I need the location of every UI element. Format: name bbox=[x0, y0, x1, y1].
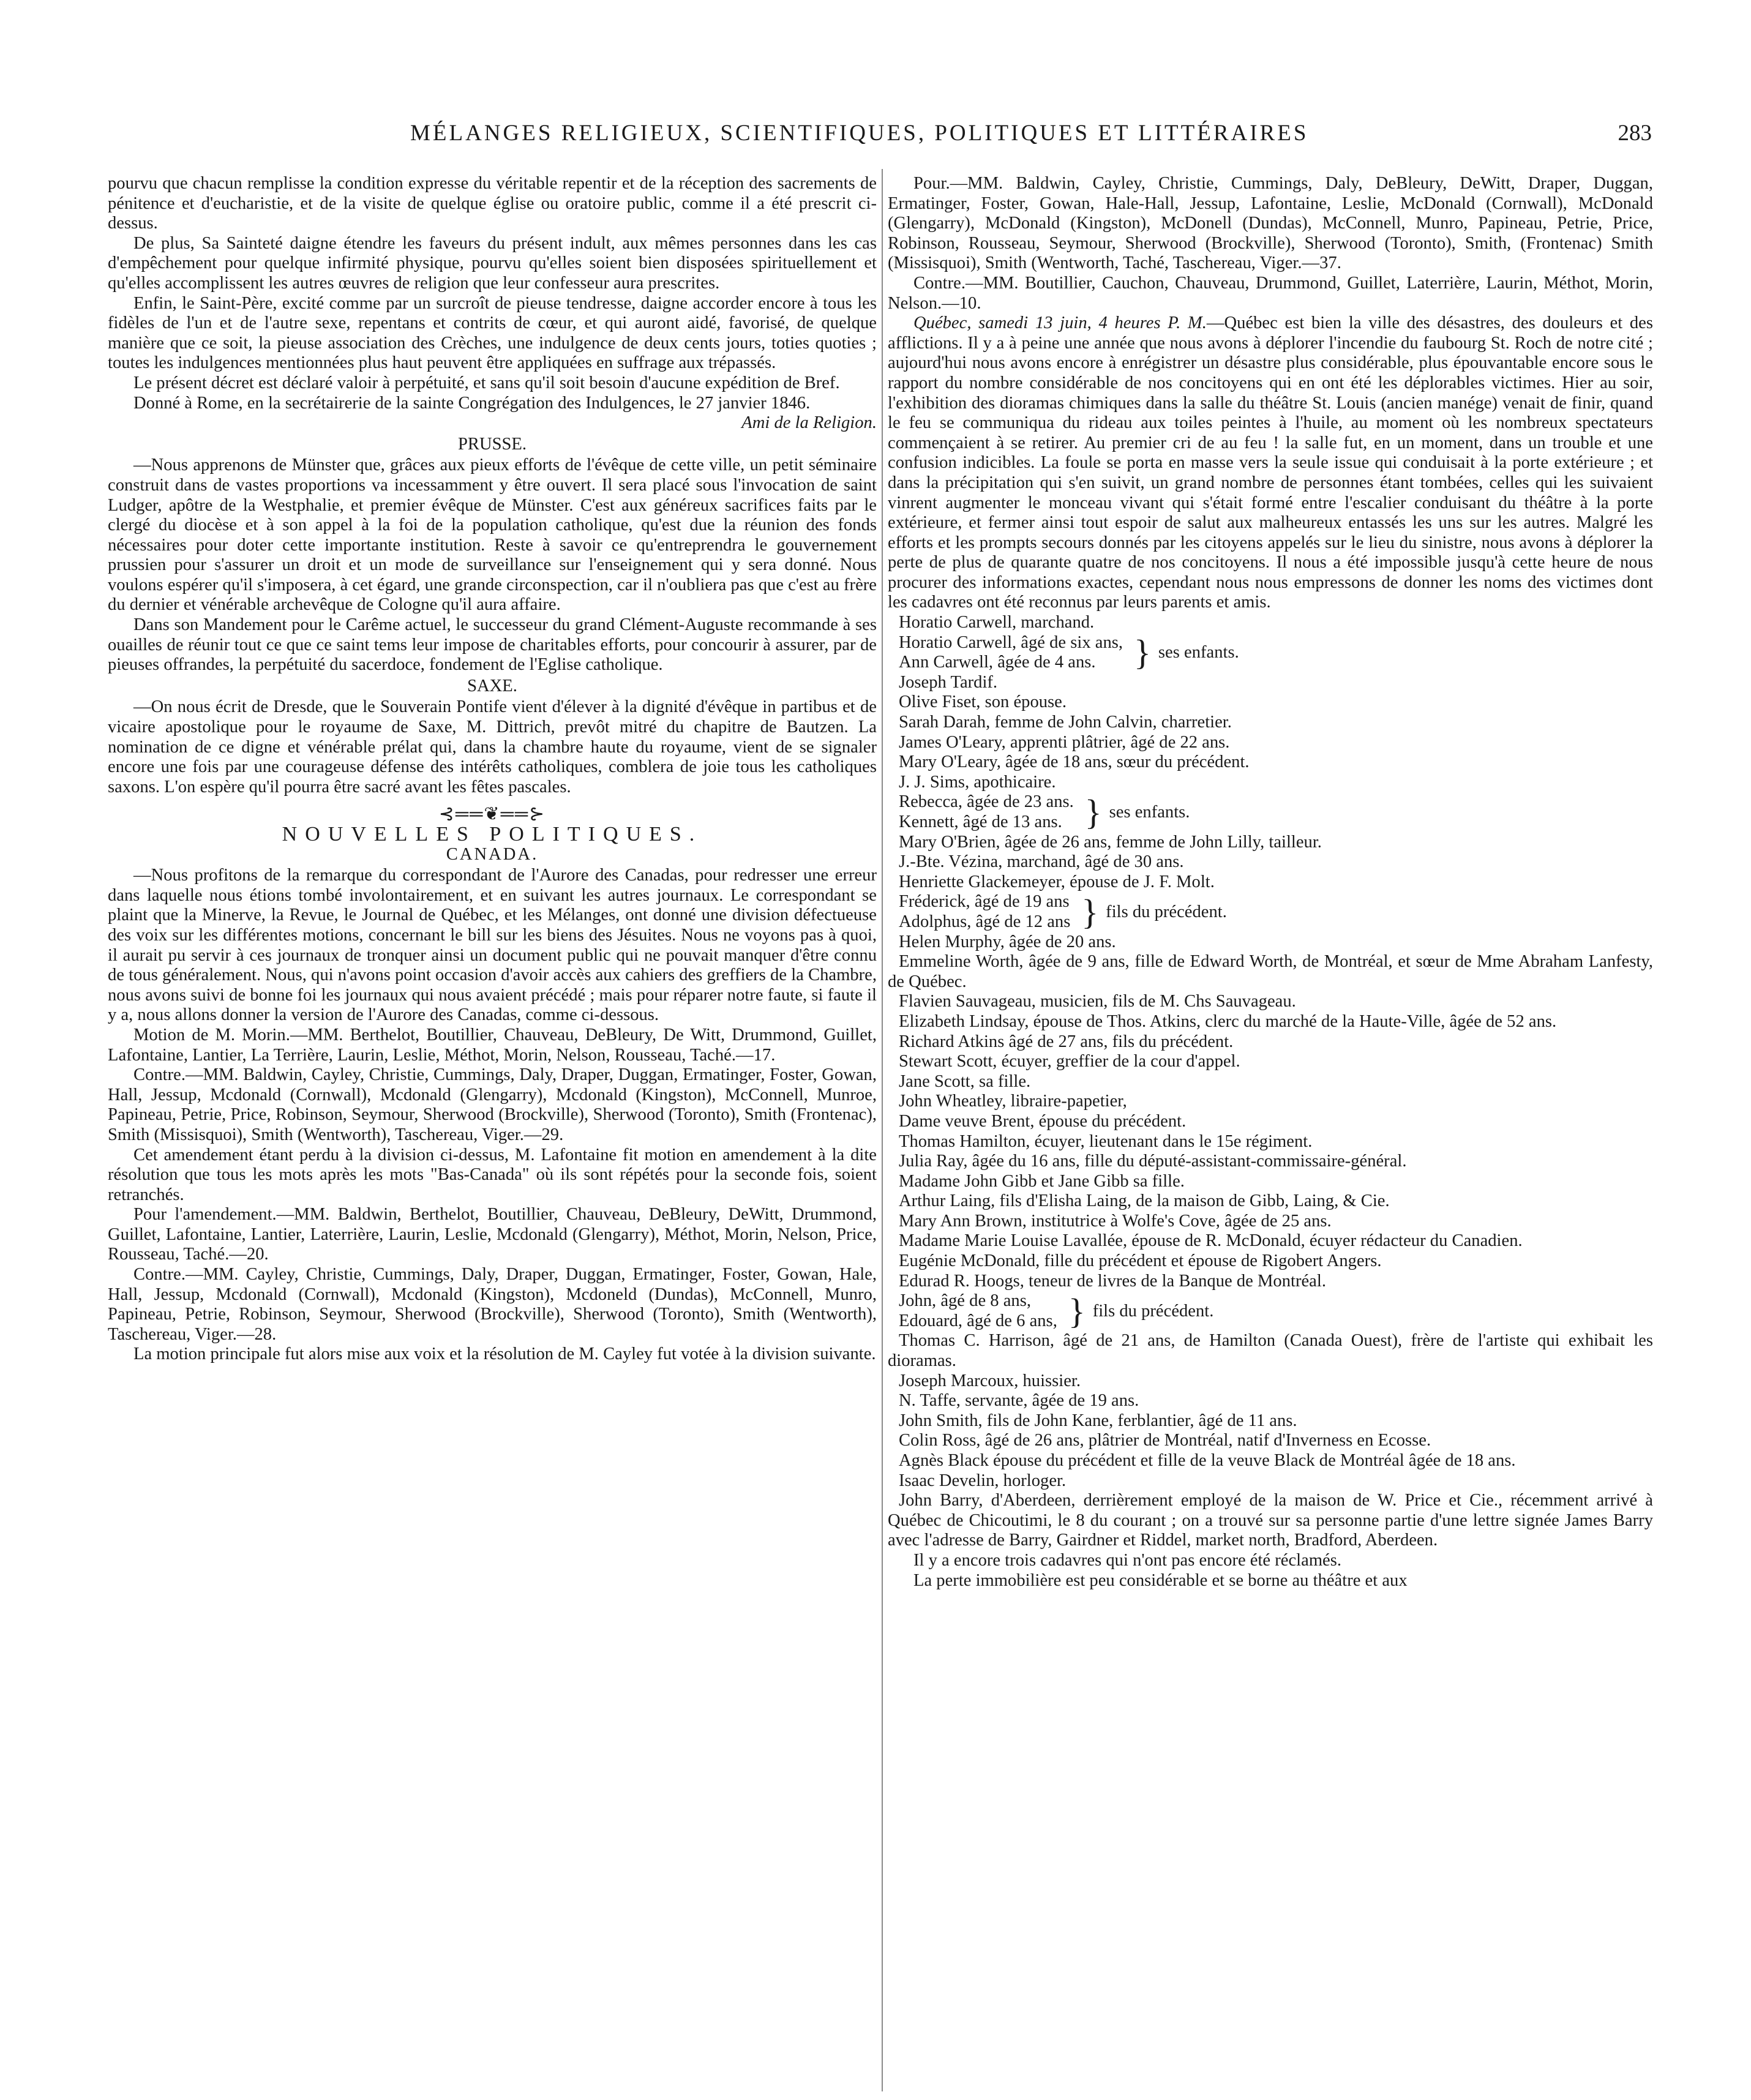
lafontaine-amendment: Cet amendement étant perdu à la division ci-dessus, M. Lafontaine fit motion en amendement à la dite résolution que tous les mots après les mots "Bas-Canada" où ils sont répétés pour la seconde fois, soient retranchés. bbox=[108, 1145, 877, 1204]
group-label: fils du précédent. bbox=[1092, 1301, 1214, 1321]
pour-vote-list: Pour.—MM. Baldwin, Cayley, Christie, Cummings, Daly, DeBleury, DeWitt, Draper, Duggan, Ermatinger, Foster, Gowan, Hale-Hall, Jessup, Lafontaine, Leslie, McDonald (Cornwall), McDonald (Glengarry), McDonald (Kingston), McDonell (Dundas), McConnell, Munro, Papineau, Petrie, Price, Robinson, Rousseau, Seymour, Sherwood (Brockville), Sherwood (Toronto), Smith, (Frontenac) Smith (Missisquoi), Smith (Wentworth, Taché, Taschereau, Viger.—37. bbox=[888, 174, 1653, 273]
brace-icon: } bbox=[1084, 792, 1102, 832]
brace-icon: } bbox=[1081, 891, 1099, 932]
main-motion-paragraph: La motion principale fut alors mise aux voix et la résolution de M. Cayley fut votée à la division suivante. bbox=[133, 1344, 876, 1364]
victim-entry: Edurad R. Hoogs, teneur de livres de la Banque de Montréal. bbox=[899, 1271, 1326, 1291]
indult-paragraph: De plus, Sa Sainteté daigne étendre les faveurs du présent indult, aux mêmes personnes dans les cas d'empêchement pour quelque infirmité physique, pourvu qu'elles soient bien disposées spirituellement et qu'elles accomplissent les autres œuvres de religion que leur confesseur aura prescrites. bbox=[108, 233, 877, 293]
brace-icon: } bbox=[1068, 1291, 1085, 1331]
running-head bbox=[92, 120, 1659, 157]
victim-entry: J.-Bte. Vézina, marchand, âgé de 30 ans. bbox=[899, 852, 1184, 872]
victim-entry: Isaac Develin, horloger. bbox=[899, 1471, 1067, 1490]
page-number: 283 bbox=[1618, 121, 1652, 146]
source-line bbox=[108, 413, 877, 433]
column-rule bbox=[882, 169, 883, 2091]
quebec-dateline: Québec, samedi 13 juin, 4 heures P. M. bbox=[913, 313, 1207, 333]
victim-entry: Thomas C. Harrison, âgé de 21 ans, de Hamilton (Canada Ouest), frère de l'artiste qui exhibait les dioramas. bbox=[888, 1331, 1653, 1371]
victim-entry: Joseph Tardif. bbox=[899, 672, 998, 692]
victim-entry: Arthur Laing, fils d'Elisha Laing, de la maison de Gibb, Laing, & Cie. bbox=[899, 1191, 1390, 1211]
quebec-fire-article bbox=[888, 313, 1653, 613]
victim-entry: Colin Ross, âgé de 26 ans, plâtrier de Montréal, natif d'Inverness en Ecosse. bbox=[899, 1431, 1431, 1450]
victim-entry: John Barry, d'Aberdeen, derrièrement employé de la maison de W. Price et Cie., récemment arrivé à Québec de Chicoutimi, le 8 du courant ; on a trouvé sur sa personne partie d'une lettre signée James Barry avec l'adresse de Barry, Gairdner et Riddel, market north, Bradford, Aberdeen. bbox=[888, 1491, 1653, 1550]
group-label: fils du précédent. bbox=[1106, 902, 1227, 921]
victim-entry: Mary Ann Brown, institutrice à Wolfe's Cove, âgée de 25 ans. bbox=[899, 1211, 1332, 1231]
section-prusse: PRUSSE. bbox=[457, 434, 527, 454]
mandement-article: Dans son Mandement pour le Carême actuel, le successeur du grand Clément-Auguste recommande à ses ouailles de réunir tout ce que ce saint tems leur impose de charitables efforts, pour concourir à assurer, par de pieuses offrandes, la perpétuité du sacerdoce, fondement de l'Eglise catholique. bbox=[108, 615, 877, 675]
victim-entry: Mary O'Brien, âgée de 26 ans, femme de John Lilly, tailleur. bbox=[899, 832, 1322, 852]
victim-entry: Fréderick, âgé de 19 ans bbox=[899, 892, 1070, 912]
victim-entry: Kennett, âgé de 13 ans. bbox=[899, 812, 1062, 831]
victim-entry: Horatio Carwell, âgé de six ans, bbox=[899, 632, 1123, 652]
victim-entry: Madame Marie Louise Lavallée, épouse de R. McDonald, écuyer rédacteur du Canadien. bbox=[899, 1231, 1523, 1251]
victim-entry: N. Taffe, servante, âgée de 19 ans. bbox=[899, 1391, 1139, 1411]
creches-paragraph: Enfin, le Saint-Père, excité comme par un surcroît de pieuse tendresse, daigne accorder encore à tous les fidèles de l'un et de l'autre sexe, repentans et contrits de cœur, et qui auront aidé, favorisé, de quelque manière que ce soit, la pieuse association des Crèches, une indulgence de deux cents jours, toties quoties ; toutes les indulgences mentionnées plus haut peuvent être appliquées en suffrage aux trépassés. bbox=[108, 293, 877, 373]
morin-motion-vote: Motion de M. Morin.—MM. Berthelot, Boutillier, Chauveau, DeBleury, De Witt, Drummond, Guillet, Lafontaine, Lantier, La Terrière, Laurin, Leslie, Méthot, Morin, Nelson, Rousseau, Taché.—17. bbox=[108, 1025, 877, 1065]
unclaimed-bodies-paragraph: Il y a encore trois cadavres qui n'ont pas encore été réclamés. bbox=[913, 1550, 1342, 1570]
victim-entry: Flavien Sauvageau, musicien, fils de M. Chs Sauvageau. bbox=[899, 992, 1296, 1011]
section-nouvelles-politiques: NOUVELLES POLITIQUES. bbox=[282, 823, 703, 846]
victim-entry: J. J. Sims, apothicaire. bbox=[899, 772, 1056, 792]
victim-entry: Jane Scott, sa fille. bbox=[899, 1071, 1031, 1091]
contre-vote-1: Contre.—MM. Baldwin, Cayley, Christie, Cummings, Daly, Draper, Duggan, Ermatinger, Foster, Gowan, Hall, Jessup, Mcdonald (Cornwall), Mcdonald (Glengarry), Mcdonald (Kingston), McConnell, Munroe, Papineau, Petrie, Price, Robinson, Seymour, Sherwood (Brockville), Sherwood (Toronto), Smith (Frontenac), Smith (Missisquoi), Smith (Wentworth), Taschereau, Viger.—29. bbox=[108, 1065, 877, 1144]
victim-entry: Elizabeth Lindsay, épouse de Thos. Atkins, clerc du marché de la Haute-Ville, âgée de 52 ans. bbox=[899, 1011, 1557, 1031]
dresde-article: —On nous écrit de Dresde, que le Souverain Pontife vient d'élever à la dignité d'évêque in partibus et de vicaire apostolique pour le royaume de Saxe, M. Dittrich, prevôt mitré du chapitre de Bautzen. La nomination de ce digne et vénérable prélat qui, dans la chambre haute du royaume, vient de se signaler encore une fois par une courageuse défense des intérêts catholiques, comblera de joie tous les catholiques saxons. L'on espère qu'il pourra être sacré avant les fêtes pascales. bbox=[108, 697, 877, 797]
victim-entry: Joseph Marcoux, huissier. bbox=[899, 1371, 1081, 1390]
victim-entry: Thomas Hamilton, écuyer, lieutenant dans le 15e régiment. bbox=[899, 1131, 1313, 1151]
victim-entry: Madame John Gibb et Jane Gibb sa fille. bbox=[899, 1171, 1185, 1191]
left-column bbox=[108, 174, 877, 2084]
victim-entry: Richard Atkins âgé de 27 ans, fils du précédent. bbox=[899, 1032, 1234, 1051]
victim-entry: Edouard, âgé de 6 ans, bbox=[899, 1311, 1057, 1330]
victim-entry: Olive Fiset, son épouse. bbox=[899, 692, 1067, 712]
contre-vote-list: Contre.—MM. Boutillier, Cauchon, Chauveau, Drummond, Guillet, Laterrière, Laurin, Méthot, Morin, Nelson.—10. bbox=[888, 273, 1653, 313]
victim-entry: Emmeline Worth, âgée de 9 ans, fille de Edward Worth, de Montréal, et sœur de Mme Abraham Lanfesty, de Québec. bbox=[888, 952, 1653, 991]
victim-group-molt bbox=[888, 892, 1653, 932]
aurore-correction-article: —Nous profitons de la remarque du correspondant de l'Aurore des Canadas, pour redresser une erreur dans laquelle nous étions tombé involontairement, et en suivant les autres journaux. Le correspondant se plaint que la Minerve, la Revue, le Journal de Québec, et les Mélanges, ont donné une division défectueuse des voix sur les différentes motions, concernant le bill sur les biens des Jésuites. Nous ne voyons pas à quoi, il aurait pu servir à ces journaux de tronquer ainsi un document public qui ne pouvait manquer d'être connu de tous généralement. Nous, qui n'avons point occasion d'avoir accès aux cahiers des greffiers de la Chambre, nous avons suivi de bonne foi les journaux qui nous avaient précédé ; mais pour réparer notre faute, si faute il y a, nous allons donner la version de l'Aurore des Canadas, comme ci-dessous. bbox=[108, 866, 877, 1025]
source-credit: Ami de la Religion. bbox=[741, 413, 877, 433]
section-saxe: SAXE. bbox=[467, 676, 517, 696]
pour-amendement-vote: Pour l'amendement.—MM. Baldwin, Berthelot, Boutillier, Chauveau, DeBleury, DeWitt, Drummond, Guillet, Lafontaine, Lantier, Laterrière, Laurin, Leslie, Mcdonald (Glengarry), Méthot, Morin, Nelson, Price, Rousseau, Taché.—20. bbox=[108, 1205, 877, 1264]
munster-article: —Nous apprenons de Münster que, grâces aux pieux efforts de l'évêque de cette ville, un petit séminaire construit dans de vastes proportions va incessamment y être ouvert. Il sera placé sous l'invocation de saint Ludger, apôtre de la Westphalie, et premier évêque de Münster. C'est aux généreux sacrifices faits par le clergé du diocèse et à son appel à la foi de la population catholique, qu'est due la réunion des fonds nécessaires pour doter cette importante institution. Reste à savoir ce qu'entreprendra le gouvernement prussien pour s'assurer un droit et un mode de surveillance sur l'enseignement qui y sera donné. Nous voulons espérer qu'il s'imposera, à cet égard, une grande circonspection, car il n'oubliera pas que c'est au frère du dernier et vénérable archevêque de Cologne qu'il aura affaire. bbox=[108, 456, 877, 615]
brace-icon: } bbox=[1134, 632, 1151, 673]
group-label: ses enfants. bbox=[1158, 642, 1239, 662]
victim-entry: Sarah Darah, femme de John Calvin, charretier. bbox=[899, 713, 1232, 732]
contre-vote-2: Contre.—MM. Cayley, Christie, Cummings, Daly, Draper, Duggan, Ermatinger, Foster, Gowan, Hale, Hall, Jessup, Mcdonald (Cornwall), Mcdonald (Kingston), Mcdoneld (Dundas), McConnell, Munro, Papineau, Petrie, Robinson, Seymour, Sherwood (Brockville), Sherwood (Toronto), Smith (Wentworth), Taschereau, Viger.—28. bbox=[108, 1265, 877, 1344]
victim-entry: John Smith, fils de John Kane, ferblantier, âgé de 11 ans. bbox=[899, 1411, 1297, 1430]
property-loss-paragraph: La perte immobilière est peu considérable et se borne au théâtre et aux bbox=[913, 1570, 1408, 1590]
victim-group-hoogs bbox=[888, 1291, 1653, 1331]
victim-group-sims bbox=[888, 792, 1653, 832]
victim-entry: Dame veuve Brent, épouse du précédent. bbox=[899, 1111, 1187, 1131]
section-canada: CANADA. bbox=[446, 844, 539, 864]
decree-paragraph: Le présent décret est déclaré valoir à perpétuité, et sans qu'il soit besoin d'aucune expédition de Bref. bbox=[133, 373, 840, 392]
victim-entry: Julia Ray, âgée du 16 ans, fille du député-assistant-commissaire-général. bbox=[899, 1152, 1407, 1171]
victim-entry: James O'Leary, apprenti plâtrier, âgé de 22 ans. bbox=[899, 732, 1230, 752]
rome-dateline: Donné à Rome, en la secrétairerie de la sainte Congrégation des Indulgences, le 27 janvier 1846. bbox=[133, 393, 811, 413]
victim-entry: Horatio Carwell, marchand. bbox=[899, 613, 1095, 632]
victim-entry: Helen Murphy, âgée de 20 ans. bbox=[899, 932, 1116, 951]
victim-entry: John, âgé de 8 ans, bbox=[899, 1291, 1031, 1311]
victim-group-carwell bbox=[888, 633, 1653, 673]
victim-entry: Mary O'Leary, âgée de 18 ans, sœur du précédent. bbox=[899, 752, 1250, 772]
victim-entry: Stewart Scott, écuyer, greffier de la cour d'appel. bbox=[899, 1052, 1240, 1071]
victim-entry: Adolphus, âgé de 12 ans bbox=[899, 912, 1071, 931]
quebec-fire-text: —Québec est bien la ville des désastres, des douleurs et des afflictions. Il y a à peine une année que nous avons à déplorer l'incendie du faubourg St. Roch de notre cité ; aujourd'hui nous avons encore à enrégistrer un désastre plus considérable, plus épouvantable encore sous le rapport du nombre considérable de nos concitoyens qui en ont été les déplorables victimes. Hier au soir, l'exhibition des dioramas chimiques dans la salle du théâtre St. Louis (ancien manége) venait de finir, quand le feu se communiqua du rideau aux toiles peintes à l'huile, au moment où les nombreux spectateurs commençaient à se retirer. Au premier cri de au feu ! la salle fut, en un moment, dans un trouble et une confusion indicibles. La foule se porta en masse vers la seule issue qui conduisait à la porte extérieure ; et dans la précipitation qui s'en suivit, un grand nombre de personnes étant tombées, celles qui les suivaient vinrent augmenter le monceau vivant qui s'était formé entre l'escalier conduisant du théâtre à la porte extérieure, et fermer ainsi tout espoir de salut aux malheureux entassés les uns sur les autres. Malgré les efforts et les prompts secours donnés par les citoyens appelés sur le lieu du sinistre, nous avons à déplorer la perte de plus de quarante quatre de nos concitoyens. Il nous a été impossible jusqu'à cette heure de nous procurer des informations exactes, cependant nous nous empressons de donner les noms des victimes dont les cadavres ont été reconnus par leurs parents et amis. bbox=[888, 313, 1653, 612]
victim-entry: Eugénie McDonald, fille du précédent et épouse de Rigobert Angers. bbox=[899, 1251, 1382, 1271]
victim-entry: Ann Carwell, âgée de 4 ans. bbox=[899, 653, 1096, 672]
victim-entry: Agnès Black épouse du précédent et fille de la veuve Black de Montréal âgée de 18 ans. bbox=[899, 1451, 1516, 1470]
victim-entry: Rebecca, âgée de 23 ans. bbox=[899, 792, 1074, 812]
group-label: ses enfants. bbox=[1109, 802, 1190, 822]
running-title: MÉLANGES RELIGIEUX, SCIENTIFIQUES, POLITIQUES ET LITTÉRAIRES bbox=[410, 121, 1309, 146]
indulgence-paragraph: pourvu que chacun remplisse la condition expresse du véritable repentir et de la réception des sacrements de pénitence et d'eucharistie, et de la visite de quelque église ou oratoire public, comme il a été prescrit ci-dessus. bbox=[108, 174, 877, 233]
right-column bbox=[888, 174, 1653, 2084]
ornament-divider: ⊰══❦══⊱ bbox=[438, 804, 546, 825]
victim-entry: John Wheatley, libraire-papetier, bbox=[899, 1092, 1127, 1111]
victim-entry: Henriette Glackemeyer, épouse de J. F. Molt. bbox=[899, 872, 1215, 891]
